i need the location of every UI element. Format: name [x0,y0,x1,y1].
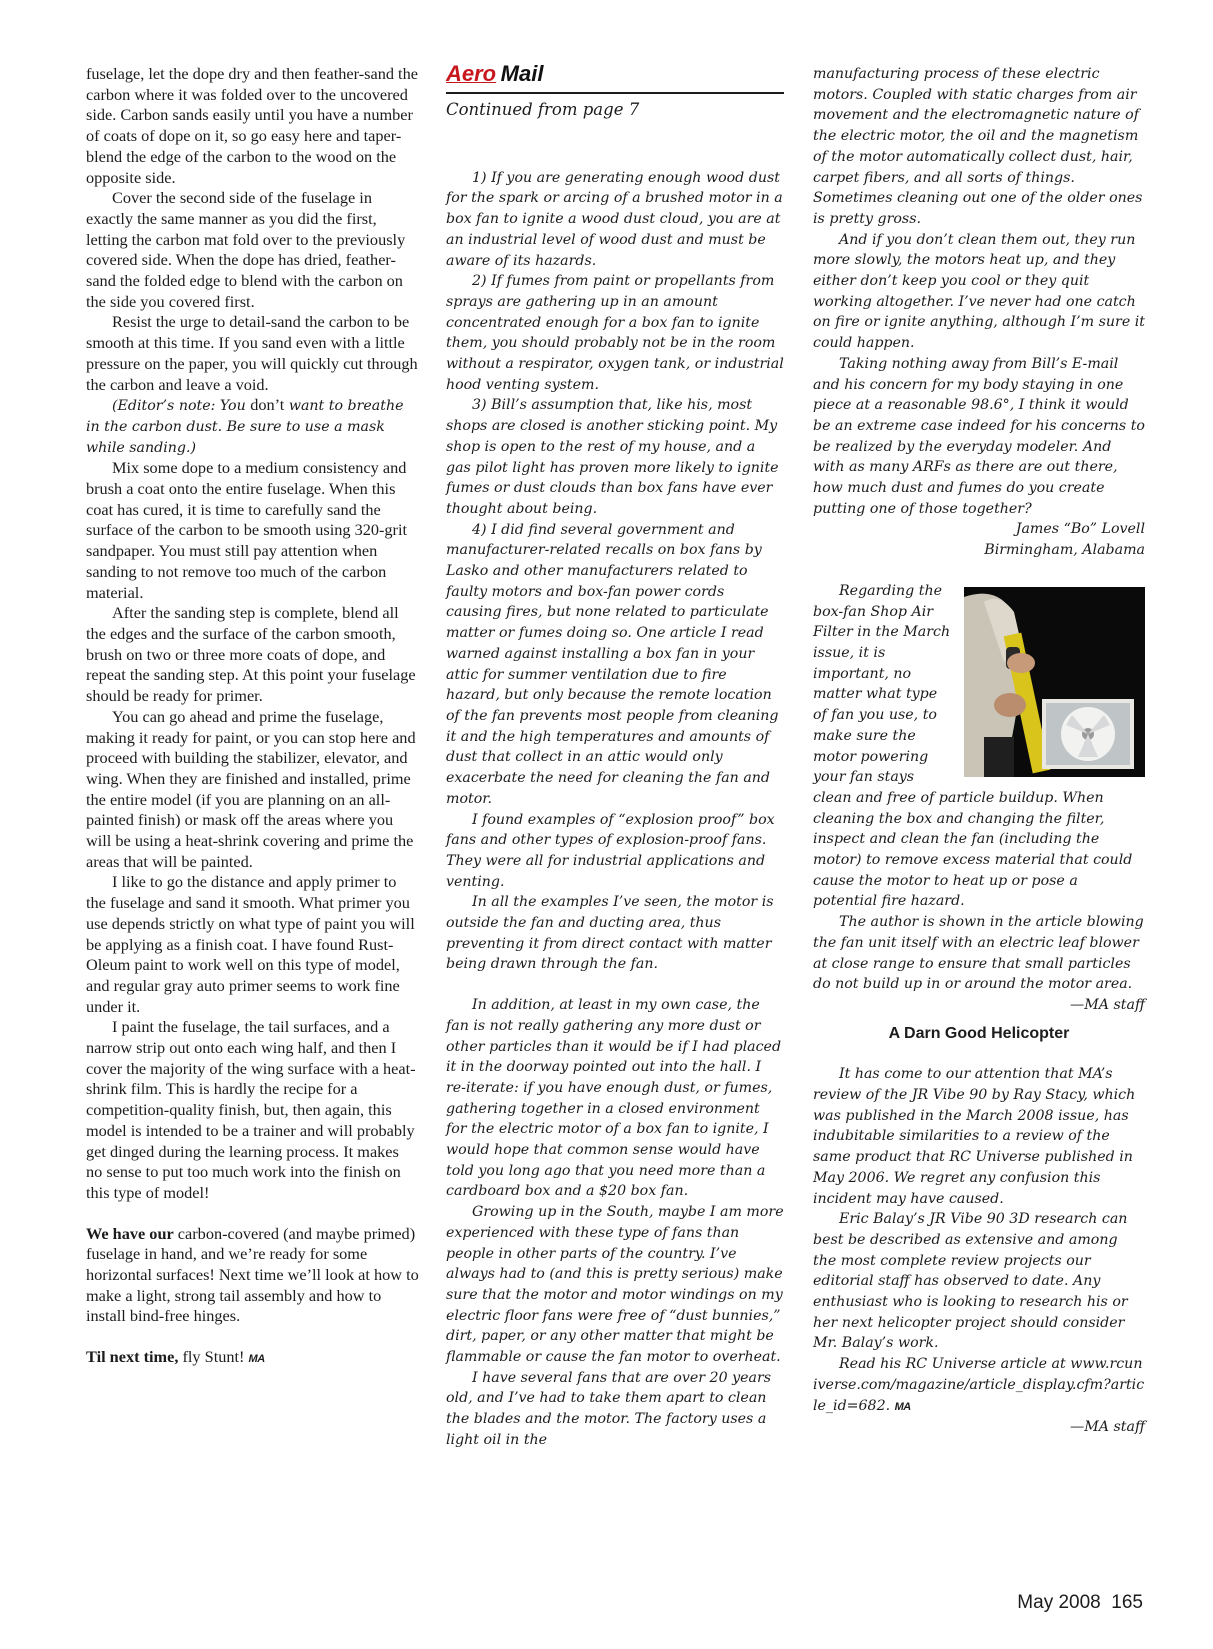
author-photo [964,587,1145,777]
editors-note-a: (Editor’s note: You [112,398,251,415]
body-paragraph: I like to go the distance and apply primer to the fuselage and sand it smooth. What primer you use depends strictly on what type of paint you will be applying as a finish coat. I have found Rust-Oleum paint to work well on this type of model, and regular gray auto primer seems to work fine under it. [86,872,415,1016]
editors-note-c: want to breathe in the carbon dust. Be sure to use a mask while sanding.) [86,398,404,456]
body-paragraph: fuselage, let the dope dry and then feather-sand the carbon where it was folded over to the uncovered side. Carbon sands easily until you have a number of coats of dope on it, so go easy here and taper-blend the edge of the carbon to the wood on the opposite side. [86,64,418,187]
department-header [446,61,784,94]
letter-paragraph: In all the examples I’ve seen, the motor is outside the fan and ducting area, thus preventing it from direct contact with matter being drawn through the fan. [446,894,774,973]
closing-text: carbon-covered (and maybe primed) fuselage in hand, and we’re ready for some horizontal surfaces! Next time we’ll look at how to make a light, strong tail assembly and how to install bind-free hinges. [86,1223,419,1326]
closing-paragraph [86,1224,419,1328]
letter-paragraph: In addition, at least in my own case, the fan is not really gathering any more dust or other particles than it would be if I had placed it in the doorway pointed out into the hall. I re-iterate: if you have enough dust, or fumes, gathering together in a closed environment for the electric motor of a box fan to ignite, I would hope that common sense would have told you long ago that you need more than a cardboard box and a $20 box fan. [446,997,782,1200]
page-folio: May 2008 165 [1017,1592,1143,1613]
signature-place: Birmingham, Alabama [984,542,1145,559]
staff-paragraph: The author is shown in the article blowing the fan unit itself with an electric leaf blower at close range to ensure that small particles do not build up in or around the motor area. [813,914,1144,993]
letter-paragraph: 3) Bill’s assumption that, like his, most shops are closed is another sticking point. My shop is open to the rest of my house, and a gas pilot light has proven more likely to ignite fumes or dust clouds than box fans have ever thought about being. [446,397,779,517]
letter-paragraph: 4) I did find several government and manufacturer-related recalls on box fans by Lasko and other manufacturers related to faulty motors and box-fan power cords causing fires, but none related to particulate matter or fumes doing so. One article I read warned against installing a box fan in your attic for summer ventilation due to fire hazard, but only because the remote location of the fan prevents most people from cleaning it and the high temperatures and amounts of dust that collect in an attic would only exacerbate the need for cleaning the fan and motor. [446,521,779,807]
body-paragraph: After the sanding step is complete, blend all the edges and the surface of the carbon smooth, brush on two or three more coats of dope, and repeat the sanding step. At this point your fuselage should be ready for primer. [86,603,416,706]
signature-name: James “Bo” Lovell [1015,521,1145,538]
sign-off [86,1347,419,1370]
editors-note-emphasis: don’t [250,395,285,415]
sign-off-lead: Til next time, [86,1347,179,1367]
staff-signature: —MA staff [1070,1419,1145,1436]
staff-paragraph: It has come to our attention that MA’s review of the JR Vibe 90 by Ray Stacy, which was published in the March 2008 issue, has indubitable similarities to a review of the same product that RC Universe published in May 2006. We regret any confusion this incident may have caused. [813,1066,1136,1207]
department-name-mail: Mail [500,61,544,86]
letter-paragraph: Growing up in the South, maybe I am more experienced with these type of fans than people in other parts of the country. I’ve always had to (and this is pretty serious) make sure that the motor and motor windings on my electric floor fans were free of “dust bunnies,” dirt, paper, or any other matter that might be flammable or cause the fan motor to overheat. [446,1204,784,1366]
staff-paragraph: Eric Balay’s JR Vibe 90 3D research can best be described as extensive and among the most complete review projects our editorial staff has observed to date. Any enthusiast who is looking to research his or her next helicopter project should consider Mr. Balay’s work. [813,1211,1128,1352]
letter-paragraph: 2) If fumes from paint or propellants from sprays are gathering up in an amount concentrated enough for a box fan to ignite them, you should probably not be in the room without a respirator, oxygen tank, or industrial hood venting system. [446,273,784,393]
section-heading: A Darn Good Helicopter [888,1024,1070,1042]
article-url-text: Read his RC Universe article at www.rcuniverse.com/magazine/article_display.cfm?article_id=682. [813,1356,1145,1414]
ma-end-mark: MA [248,1353,265,1366]
body-paragraph: Mix some dope to a medium consistency and brush a coat onto the entire fuselage. When this coat has cured, it is time to carefully sand the surface of the carbon to be smooth using 320-grit sandpaper. You must still pay attention when sanding to not remove too much of the carbon material. [86,458,408,602]
body-paragraph: You can go ahead and prime the fuselage, making it ready for paint, or you can stop here and proceed with building the stabilizer, elevator, and wing. When they are finished and installed, prime the entire model (if you are planning on an all-painted finish) or mask off the areas where you will be using a heat-shrink covering and prime the areas that will be painted. [86,706,416,871]
body-paragraph: I paint the fuselage, the tail surfaces, and a narrow strip out onto each wing half, and then I cover the majority of the wing surface with a heat-shrink film. This is hardly the recipe for a competition-quality finish, but, then again, this model is intended to be a trainer and will probably get dinged during the learning process. It makes no sense to put too much work into the finish on this type of model! [86,1017,416,1202]
sign-off-text: fly Stunt! [178,1347,245,1367]
editors-note [86,395,419,458]
continued-line: Continued from page 7 [446,100,640,119]
department-name-aero: Aero [446,61,497,86]
body-paragraph: Cover the second side of the fuselage in exactly the same manner as you did the first, letting the carbon mat fold over to the previously covered side. When the dope has dried, feather-sand the folded edge to blend with the carbon on the side you covered first. [86,188,406,311]
staff-paragraph: Regarding the box-fan Shop Air Filter in the March issue, it is important, no matter what type of fan you use, to make sure the motor powering your fan stays clean and free of particle buildup. When cleaning the box and changing the filter, inspect and clean the fan (including the motor) to remove excess material that could cause the motor to heat up or pose a potential fire hazard. [813,582,1133,910]
staff-paragraph [813,1354,1145,1417]
right-column [813,64,1145,1438]
middle-column [446,61,784,1451]
closing-lead-in: We have our [86,1223,174,1243]
left-column [86,64,419,1370]
body-paragraph: Resist the urge to detail-sand the carbon to be smooth at this time. If you sand even with a little pressure on the paper, you will quickly cut through the carbon and leave a void. [86,312,418,394]
letter-paragraph: 1) If you are generating enough wood dust for the spark or arcing of a brushed motor in a box fan to ignite a wood dust cloud, you are at an industrial level of wood dust and must be aware of its hazards. [446,169,783,269]
staff-signature: —MA staff [1070,996,1145,1013]
letter-paragraph: I have several fans that are over 20 years old, and I’ve had to take them apart to clean the blades and the motor. The factory uses a light oil in the [446,1369,772,1448]
letter-paragraph: Taking nothing away from Bill’s E-mail and his concern for my body staying in one piece at a reasonable 98.6°, I think it would be an extreme case indeed for his concerns to be realized by the everyday modeler. And with as many ARFs as there are out there, how much dust and fumes do you create putting one of those together? [813,355,1145,517]
photo-illustration [964,587,1145,777]
ma-end-mark: MA [894,1400,911,1413]
letter-paragraph: And if you don’t clean them out, they run more slowly, the motors heat up, and they either don’t keep you cool or they quit working altogether. I’ve never had one catch on fire or ignite anything, although I’m sure it could happen. [813,231,1145,352]
letter-paragraph: I found examples of “explosion proof” box fans and other types of explosion-proof fans. They were all for industrial applications and venting. [446,811,775,890]
letter-paragraph: manufacturing process of these electric motors. Coupled with static charges from air movement and the electromagnetic nature of the electric motor, the oil and the magnetism of the motor automatically collect dust, hair, carpet fibers, and all sorts of things. Sometimes cleaning out one of the older ones is pretty gross. [813,66,1143,227]
